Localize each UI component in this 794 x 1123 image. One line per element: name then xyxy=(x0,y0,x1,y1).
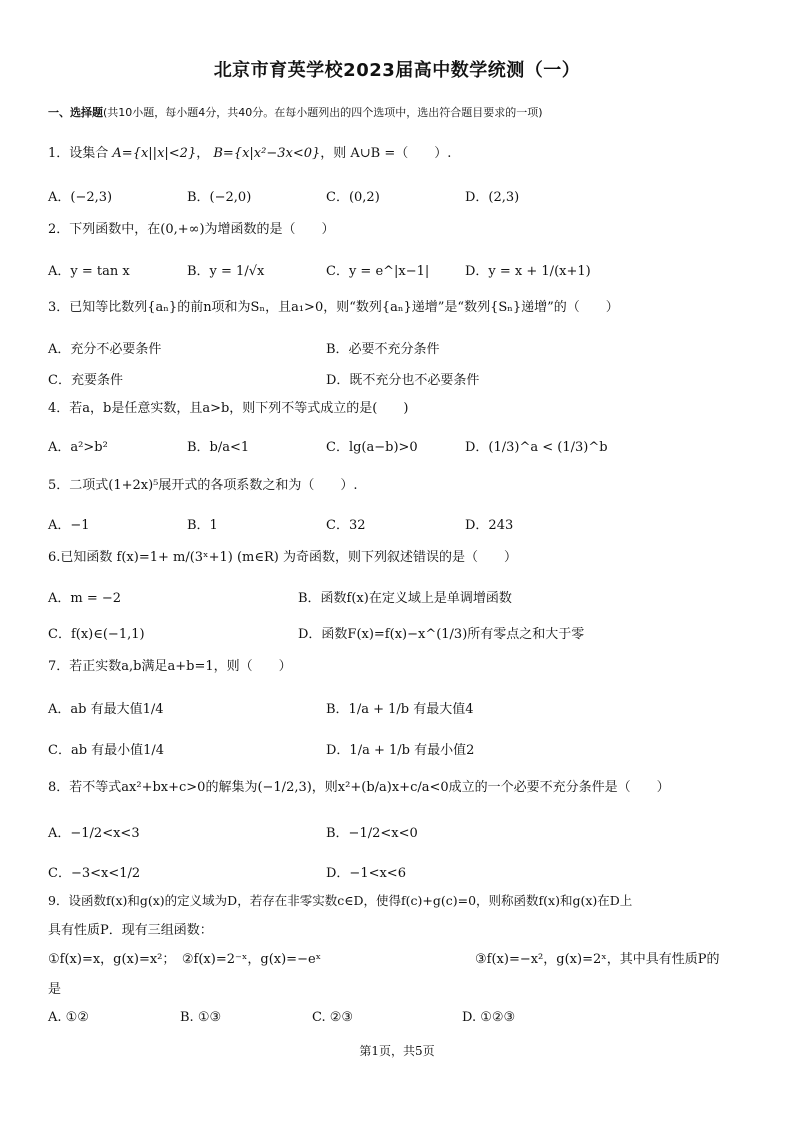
question-9-cases-right: ③f(x)=−x²，g(x)=2ˣ，其中具有性质P的 xyxy=(475,952,720,967)
question-9-line-2: 具有性质P．现有三组函数： xyxy=(48,923,213,938)
question-1: 1．设集合 A={x||x|<2}， B={x|x²−3x<0}，则 A∪B =（ ）. xyxy=(48,146,452,161)
q4-option-b: B．b/a<1 xyxy=(187,440,250,455)
q6-option-a: A．m = −2 xyxy=(48,591,122,606)
question-3: 3．已知等比数列{aₙ}的前n项和为Sₙ，且a₁>0，则“数列{aₙ}递增”是“数列{Sₙ}递增”的（ ） xyxy=(48,300,619,315)
q1-option-c: C．(0,2) xyxy=(326,190,380,205)
q7-option-d: D．1/a + 1/b 有最小值2 xyxy=(326,743,475,758)
question-6: 6.已知函数 f(x)=1+ m/(3ˣ+1) (m∈R) 为奇函数，则下列叙述错误的是（ ） xyxy=(48,550,517,565)
page-footer: 第1页，共5页 xyxy=(359,1044,435,1058)
q2-option-c: C．y = e^|x−1| xyxy=(326,264,430,279)
section-note: (共10小题，每小题4分，共40分。在每小题列出的四个选项中，选出符合题目要求的一项) xyxy=(103,106,543,119)
q2-option-d: D．y = x + 1/(x+1) xyxy=(465,264,591,279)
question-7: 7．若正实数a,b满足a+b=1，则（ ） xyxy=(48,659,292,674)
q5-option-d: D．243 xyxy=(465,518,514,533)
q3-option-c: C．充要条件 xyxy=(48,373,123,388)
q8-option-a: A．−1/2<x<3 xyxy=(48,826,140,841)
question-9-line-3: 是 xyxy=(48,982,62,997)
q8-option-d: D．−1<x<6 xyxy=(326,866,406,881)
q6-option-d: D．函数F(x)=f(x)−x^(1/3)所有零点之和大于零 xyxy=(298,627,585,642)
question-9-line-1: 9．设函数f(x)和g(x)的定义域为D，若存在非零实数c∈D，使得f(c)+g(c)=0，则称函数f(x)和g(x)在D上 xyxy=(48,893,633,908)
q1-option-d: D．(2,3) xyxy=(465,190,520,205)
q6-option-c: C．f(x)∈(−1,1) xyxy=(48,627,145,642)
q9-option-d: D. ①②③ xyxy=(462,1010,516,1025)
q8-option-b: B．−1/2<x<0 xyxy=(326,826,418,841)
q9-option-b: B. ①③ xyxy=(180,1010,222,1025)
q3-option-d: D．既不充分也不必要条件 xyxy=(326,373,480,388)
q1-set-a: A={x||x|<2} xyxy=(112,146,197,161)
q4-option-d: D．(1/3)^a < (1/3)^b xyxy=(465,440,608,455)
q1-option-b: B．(−2,0) xyxy=(187,190,252,205)
question-5: 5．二项式(1+2x)⁵展开式的各项系数之和为（ ）. xyxy=(48,478,358,493)
q2-option-a: A．y = tan x xyxy=(48,264,130,279)
q7-option-b: B．1/a + 1/b 有最大值4 xyxy=(326,702,474,717)
q5-option-b: B．1 xyxy=(187,518,218,533)
question-2: 2．下列函数中，在(0,+∞)为增函数的是（ ） xyxy=(48,222,335,237)
q7-option-a: A．ab 有最大值1/4 xyxy=(48,702,164,717)
section-heading xyxy=(48,104,543,120)
q3-option-b: B．必要不充分条件 xyxy=(326,342,440,357)
q5-option-a: A．−1 xyxy=(48,518,90,533)
q9-option-a: A. ①② xyxy=(48,1010,89,1025)
q7-option-c: C．ab 有最小值1/4 xyxy=(48,743,165,758)
question-9-cases-left: ①f(x)=x，g(x)=x²； ②f(x)=2⁻ˣ，g(x)=−eˣ xyxy=(48,952,322,967)
q2-option-b: B．y = 1/√x xyxy=(187,264,265,279)
q1-tail: ，则 A∪B =（ ）. xyxy=(320,146,452,161)
section-title: 一、选择题 xyxy=(48,106,103,119)
question-4: 4．若a，b是任意实数，且a>b，则下列不等式成立的是( ) xyxy=(48,401,409,416)
q4-option-c: C．lg(a−b)>0 xyxy=(326,440,418,455)
question-8: 8．若不等式ax²+bx+c>0的解集为(−1/2,3)，则x²+(b/a)x+c/a<0成立的一个必要不充分条件是（ ） xyxy=(48,780,670,795)
q9-option-c: C. ②③ xyxy=(312,1010,354,1025)
q1-option-a: A．(−2,3) xyxy=(48,190,113,205)
q1-set-b: B={x|x²−3x<0} xyxy=(213,146,321,161)
q8-option-c: C．−3<x<1/2 xyxy=(48,866,141,881)
page-title: 北京市育英学校2023届高中数学统测（一） xyxy=(213,60,581,81)
q4-option-a: A．a²>b² xyxy=(48,440,108,455)
q6-option-b: B．函数f(x)在定义域上是单调增函数 xyxy=(298,591,512,606)
q3-option-a: A．充分不必要条件 xyxy=(48,342,162,357)
q1-lead: 1．设集合 xyxy=(48,146,109,161)
q5-option-c: C．32 xyxy=(326,518,366,533)
